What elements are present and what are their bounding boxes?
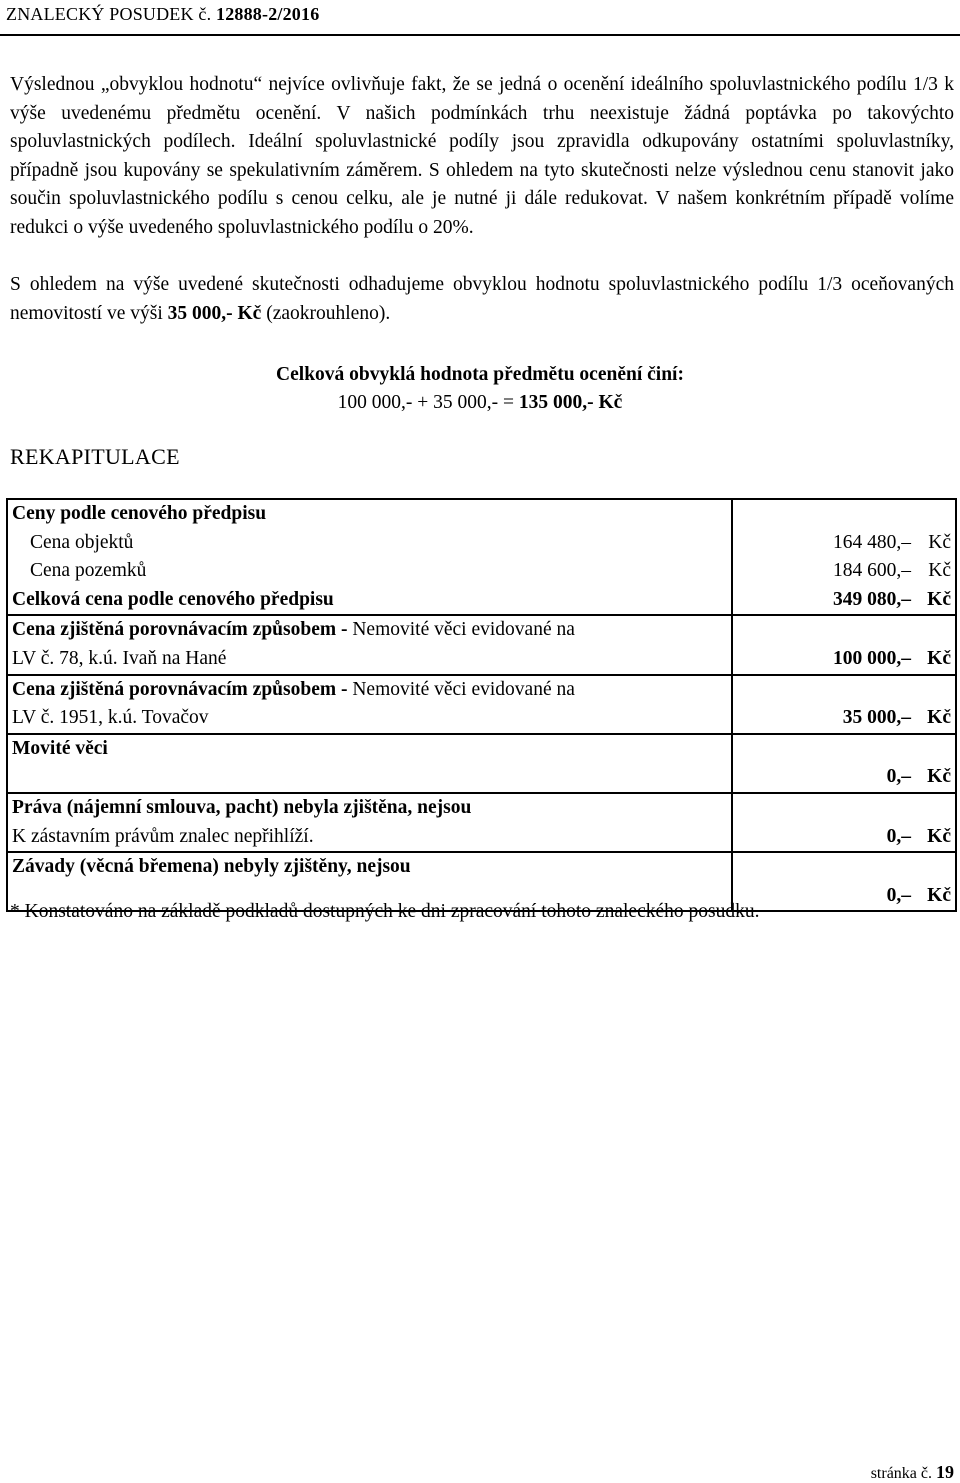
page-footer xyxy=(871,1462,954,1483)
footnote: * Konstatováno na základě podkladů dostupných ke dni zpracování tohoto znaleckého posudku. xyxy=(10,901,760,922)
total-value-block xyxy=(0,361,960,417)
total-formula: 100 000,- + 35 000,- = xyxy=(337,392,519,413)
table-cell-value xyxy=(732,852,956,911)
table-cell-label xyxy=(7,499,732,615)
header-number: 12888-2/2016 xyxy=(216,4,320,24)
building-value xyxy=(737,529,951,558)
total-reg-value xyxy=(737,586,951,615)
currency: Kč xyxy=(927,707,951,729)
table-cell-value xyxy=(732,675,956,734)
table-cell-value xyxy=(732,793,956,852)
recap-heading: REKAPITULACE xyxy=(10,444,180,469)
land-amount: 184 600,– xyxy=(833,560,911,582)
paragraph-estimate-text: S ohledem na výše uvedené skutečnosti odhadujeme obvyklou hodnotu spoluvlastnického podílu 1/3 oceňovaných nemovitostí ve výši xyxy=(10,274,954,324)
page-label: stránka č. xyxy=(870,1465,932,1482)
recap-table xyxy=(6,498,957,912)
movables-spacer xyxy=(12,763,727,792)
total-reg-amount: 349 080,– xyxy=(833,588,911,610)
table-row xyxy=(7,734,956,793)
document-header xyxy=(6,4,319,25)
table-cell-label xyxy=(7,734,732,793)
land-label: Cena pozemků xyxy=(30,560,147,582)
section-title: Ceny podle cenového předpisu xyxy=(12,503,267,524)
movables-amount: 0,– xyxy=(886,766,911,788)
page-number: 19 xyxy=(936,1462,954,1482)
defects-amount: 0,– xyxy=(886,884,911,906)
paragraph-reduction: Výslednou „obvyklou hodnotu“ nejvíce ovlivňuje fakt, že se jedná o ocenění ideálního spoluvlastnického podílu 1/3 k výše uvedenému předmětu ocenění. V našich podmínkách trhu neexistuje žádná poptávka po takovýchto spoluvlastnických podílech. Ideální spoluvlastnické podíly jsou zpravidla odkupovány ostatními spoluvlastníky, případně jsou kupovány se spekulativním záměrem. S ohledem na tyto skutečnosti nelze výslednou cenu stanovit jako součin spoluvlastnického podílu s cenou celku, ale je nutné ji dále redukovat. V našem konkrétním případě volíme redukci o výše uvedeného spoluvlastnického podílu o 20%. xyxy=(10,74,954,238)
compare2-line2: LV č. 1951, k.ú. Tovačov xyxy=(12,707,209,729)
currency: Kč xyxy=(927,766,951,788)
table-row xyxy=(7,675,956,734)
header-title: ZNALECKÝ POSUDEK č. xyxy=(6,4,212,24)
compare2-amount: 35 000,– xyxy=(842,707,911,729)
defects-label: Závady (věcná břemena) nebyly zjištěny, nejsou xyxy=(12,856,411,878)
paragraph-estimate-tail: (zaokrouhleno). xyxy=(261,302,391,324)
table-cell-value xyxy=(732,499,956,615)
total-formula-line xyxy=(0,389,960,417)
currency: Kč xyxy=(927,588,951,610)
table-cell-value xyxy=(732,734,956,793)
currency: Kč xyxy=(927,825,951,847)
paragraph-estimate-amount: 35 000,- Kč xyxy=(167,302,262,324)
building-label: Cena objektů xyxy=(30,531,134,553)
compare1-line2: LV č. 78, k.ú. Ivaň na Hané xyxy=(12,647,227,669)
table-cell-value xyxy=(732,615,956,674)
rights-label: Práva (nájemní smlouva, pacht) nebyla zjištěna, nejsou xyxy=(12,796,472,818)
total-result: 135 000,- Kč xyxy=(518,392,623,413)
total-title: Celková obvyklá hodnota předmětu ocenění činí: xyxy=(276,364,684,385)
table-row xyxy=(7,499,956,615)
movables-label: Movité věci xyxy=(12,737,108,759)
currency: Kč xyxy=(927,647,951,669)
currency: Kč xyxy=(928,531,951,553)
compare2-bold: Cena zjištěná porovnávacím způsobem - xyxy=(12,678,348,700)
building-amount: 164 480,– xyxy=(833,531,911,553)
rights-line2: K zástavním právům znalec nepřihlíží. xyxy=(12,825,314,847)
compare2-line1 xyxy=(12,676,727,705)
compare1-rest: Nemovité věci evidované na xyxy=(347,619,575,641)
table-cell-label xyxy=(7,675,732,734)
compare1-line1 xyxy=(12,616,727,645)
table-cell-label xyxy=(7,615,732,674)
currency: Kč xyxy=(927,884,951,906)
currency: Kč xyxy=(928,560,951,582)
table-row xyxy=(7,793,956,852)
table-row xyxy=(7,615,956,674)
compare2-rest: Nemovité věci evidované na xyxy=(347,678,575,700)
land-value xyxy=(737,557,951,586)
total-reg-label: Celková cena podle cenového předpisu xyxy=(12,588,334,610)
compare1-amount: 100 000,– xyxy=(833,647,911,669)
rights-amount: 0,– xyxy=(886,825,911,847)
header-rule xyxy=(0,34,960,36)
paragraph-estimate xyxy=(10,271,954,328)
table-cell-label xyxy=(7,793,732,852)
compare1-bold: Cena zjištěná porovnávacím způsobem - xyxy=(12,619,348,641)
